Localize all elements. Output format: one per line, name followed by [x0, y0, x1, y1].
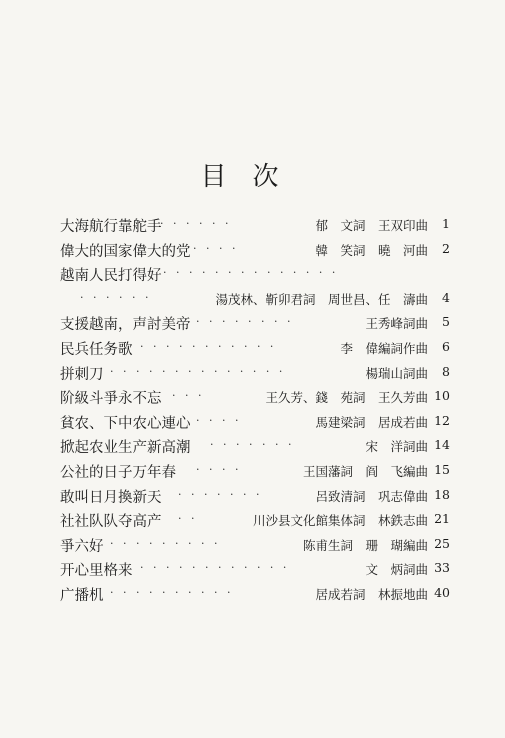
table-of-contents: [60, 212, 450, 606]
toc-row: [60, 310, 450, 335]
toc-row: [60, 458, 450, 483]
song-credits: 郁 文詞 王双印曲: [315, 218, 428, 233]
toc-row: [60, 532, 450, 557]
song-credits: 川沙县文化館集体詞 林鉄志曲: [252, 513, 428, 529]
song-title: 公社的日子万年春: [60, 464, 176, 481]
dot-leader: · · · · · · · · ·: [110, 536, 221, 550]
toc-row: [60, 237, 450, 262]
dot-leader: · · · · · · · ·: [196, 315, 294, 329]
song-credits: 馬建梁詞 居成若曲: [315, 414, 428, 430]
toc-row: [60, 261, 450, 286]
dot-leader: · · · ·: [193, 241, 239, 255]
song-title: 阶級斗爭永不忘: [60, 391, 162, 408]
song-credits: 陈甫生詞 珊 瑚編曲: [302, 537, 428, 553]
dot-leader: · · · · · ·: [80, 290, 152, 304]
song-credits: 王久芳、錢 苑詞 王久芳曲: [265, 390, 428, 406]
toc-row: [60, 507, 450, 532]
song-credits: 居成若詞 林振地曲: [315, 586, 428, 602]
page-number: 12: [434, 412, 450, 428]
dot-leader: · · ·: [172, 389, 205, 403]
page-number: 14: [434, 437, 450, 453]
dot-leader: · ·: [178, 512, 198, 526]
toc-row: [60, 335, 450, 360]
dot-leader: · · · · · · · · · ·: [110, 585, 234, 599]
toc-row: [60, 360, 450, 385]
dot-leader: · · · · · · ·: [210, 438, 295, 452]
song-credits: 王秀峰詞曲: [365, 316, 428, 332]
page-number: 1: [442, 216, 450, 231]
song-credits: 呂致清詞 巩志偉曲: [315, 488, 428, 504]
page-number: 2: [442, 240, 450, 256]
song-title: 掀起农业生产新高潮: [60, 440, 191, 457]
toc-row: [60, 581, 450, 606]
dot-leader: · · · · · ·: [160, 217, 232, 230]
song-credits: 王国藩詞 阎 飞編曲: [302, 463, 428, 479]
dot-leader: · · · ·: [196, 462, 242, 476]
page-number: 40: [434, 584, 450, 600]
song-title: 爭六好: [60, 538, 104, 555]
song-title: 拼刺刀: [60, 366, 104, 383]
page-title: 目次: [200, 162, 305, 192]
song-title: 偉大的国家偉大的党: [60, 243, 191, 260]
page-number: 25: [434, 535, 450, 551]
dot-leader: · · · · · · · · · · · ·: [140, 561, 290, 575]
song-credits: 湯茂林、靳卯君詞 周世昌、任 濤曲: [215, 291, 428, 307]
dot-leader: · · · · · · · · · · · · · ·: [163, 266, 339, 280]
song-title: 支援越南，声討美帝: [60, 317, 191, 334]
song-credits: 韓 笑詞 曉 河曲: [315, 242, 428, 258]
toc-row: [60, 212, 450, 237]
song-title: 社社队队夺高产: [60, 514, 162, 531]
song-credits: 李 偉編詞作曲: [340, 340, 428, 356]
page-number: 8: [442, 363, 450, 379]
dot-leader: · · · ·: [196, 413, 242, 427]
song-credits: 文 炳詞曲: [365, 562, 428, 578]
toc-row: [60, 556, 450, 581]
dot-leader: · · · · · · · · · · · · · ·: [110, 364, 286, 378]
song-title: 开心里格来: [60, 563, 133, 580]
song-title: 貧农、下中农心連心: [60, 415, 191, 432]
song-credits: 楊瑞山詞曲: [365, 365, 428, 381]
dot-leader: · · · · · · ·: [178, 487, 263, 501]
page-number: 18: [434, 486, 450, 502]
page-number: 21: [434, 511, 450, 527]
page-number: 4: [442, 289, 450, 305]
page-number: 10: [434, 388, 450, 404]
song-title: 越南人民打得好: [60, 268, 162, 285]
song-title: 广播机: [60, 587, 104, 604]
toc-row: [60, 433, 450, 458]
page-number: 15: [434, 461, 450, 477]
page-number: 5: [442, 314, 450, 330]
dot-leader: · · · · · · · · · · ·: [140, 339, 277, 353]
toc-row: [60, 384, 450, 409]
toc-row: [60, 286, 450, 311]
page-number: 33: [434, 560, 450, 576]
song-credits: 宋 洋詞曲: [365, 439, 428, 455]
song-title: 民兵任务歌: [60, 341, 133, 358]
song-title: 敢叫日月換新天: [60, 489, 162, 506]
page-number: 6: [442, 338, 450, 354]
toc-row: [60, 483, 450, 508]
toc-row: [60, 409, 450, 434]
song-title: 大海航行靠舵手: [60, 219, 162, 235]
